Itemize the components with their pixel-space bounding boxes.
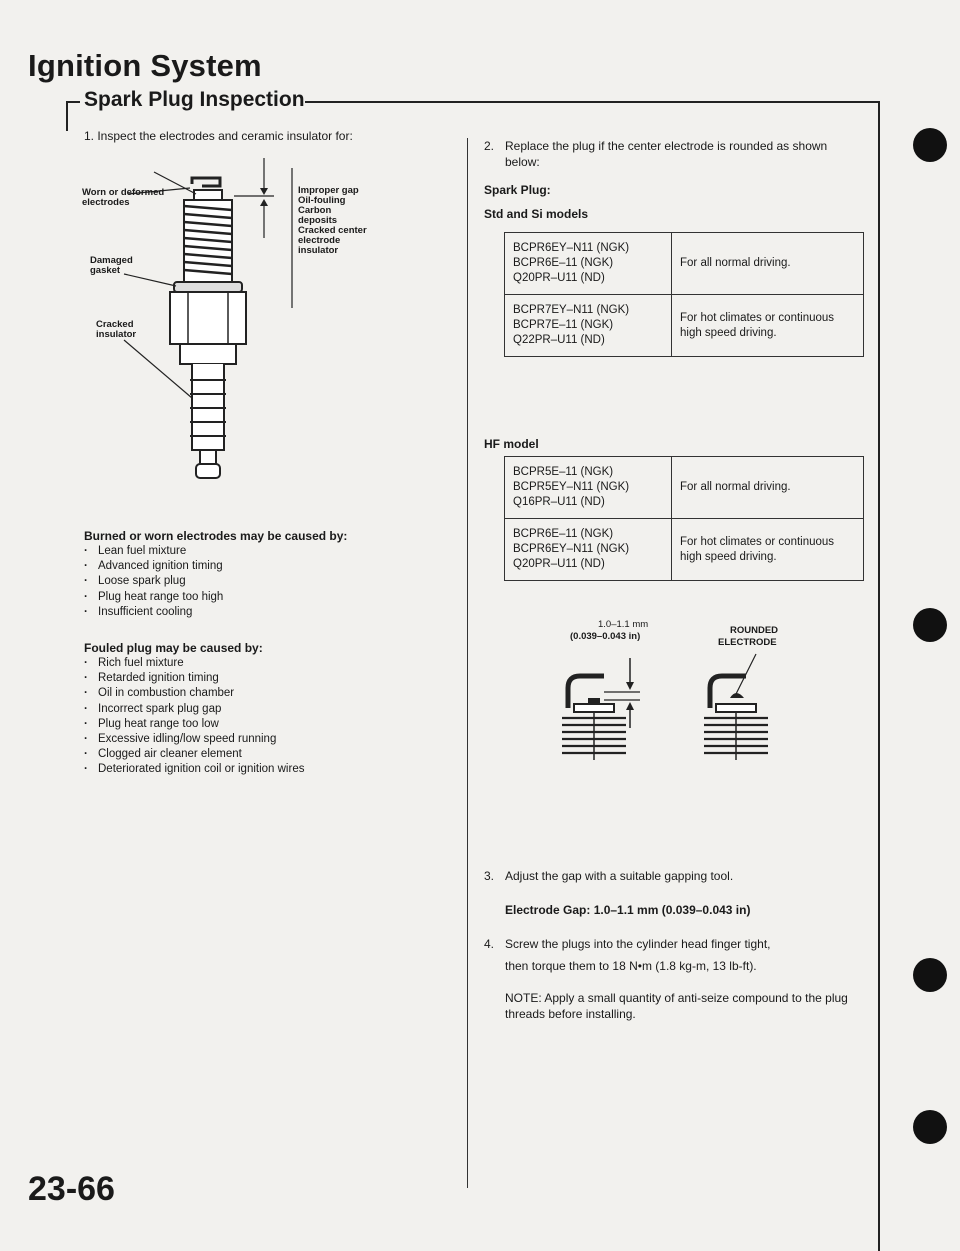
plug-cell [505, 233, 672, 295]
column-divider [467, 138, 468, 1188]
std-models-label: Std and Si models [484, 207, 589, 221]
burned-heading: Burned or worn electrodes may be caused by: [84, 529, 348, 543]
list-item: · Advanced ignition timing [84, 559, 454, 574]
page-title: Ignition System [28, 48, 262, 83]
fouled-causes [84, 640, 454, 778]
list-item: · Lean fuel mixture [84, 544, 454, 559]
frame-right-rule [878, 101, 880, 1251]
plug-code: BCPR5EY–N11 (NGK) [513, 481, 630, 493]
defect-item: Carbon deposits [298, 205, 338, 226]
list-item: · Plug heat range too low [84, 717, 454, 732]
registration-dot-4 [913, 1110, 947, 1144]
fouled-heading: Fouled plug may be caused by: [84, 641, 263, 655]
use-cell: For all normal driving. [672, 457, 864, 519]
hf-model-label: HF model [484, 437, 539, 451]
plug-code: BCPR6E–11 (NGK) [513, 257, 614, 269]
plug-code: BCPR6EY–N11 (NGK) [513, 543, 630, 555]
plug-code: BCPR6E–11 (NGK) [513, 528, 614, 540]
plug-cell [505, 295, 672, 357]
list-item: · Oil in combustion chamber [84, 686, 454, 701]
list-item: · Loose spark plug [84, 574, 454, 589]
spark-plug-label: Spark Plug: [484, 183, 551, 197]
plug-code: BCPR7EY–N11 (NGK) [513, 304, 630, 316]
defect-item: Cracked center electrode insulator [298, 225, 367, 256]
gap-drawing [560, 648, 790, 768]
anti-seize-note: NOTE: Apply a small quantity of anti-seize compound to the plug threads before installing. [505, 991, 848, 1021]
section-rule-right [305, 101, 880, 103]
step-3-text: Adjust the gap with a suitable gapping tool. [505, 869, 734, 883]
electrode-gap-spec: Electrode Gap: 1.0–1.1 mm (0.039–0.043 in) [505, 903, 751, 917]
list-item: · Deteriorated ignition coil or ignition wires [84, 762, 454, 777]
std-plug-table [504, 232, 864, 357]
step-4-text-a: Screw the plugs into the cylinder head finger tight, [505, 937, 771, 951]
gap-mm-label: 1.0–1.1 mm [598, 619, 649, 630]
table-row [505, 457, 864, 519]
step-4-text-b: then torque them to 18 N•m (1.8 kg-m, 13 lb-ft). [505, 959, 757, 973]
list-item: · Plug heat range too high [84, 590, 454, 605]
list-item: · Insufficient cooling [84, 605, 454, 620]
registration-dot-1 [913, 128, 947, 162]
use-cell: For hot climates or continuous high speed driving. [672, 519, 864, 581]
plug-code: BCPR6EY–N11 (NGK) [513, 242, 630, 254]
step-2-text: Replace the plug if the center electrode is rounded as shown below: [505, 139, 828, 169]
label-damaged-gasket: Damaged gasket [90, 255, 133, 276]
list-item: · Incorrect spark plug gap [84, 702, 454, 717]
list-item: · Retarded ignition timing [84, 671, 454, 686]
label-cracked-insulator: Cracked insulator [96, 319, 137, 340]
table-row [505, 519, 864, 581]
plug-code: Q22PR–U11 (ND) [513, 334, 605, 346]
plug-cell [505, 457, 672, 519]
figure-defect-list [298, 186, 368, 256]
plug-code: BCPR5E–11 (NGK) [513, 466, 614, 478]
table-row [505, 233, 864, 295]
rounded-label: ROUNDED [730, 625, 779, 636]
use-cell: For hot climates or continuous high speed driving. [672, 295, 864, 357]
defect-item: Oil-fouling [298, 195, 346, 206]
list-item: · Clogged air cleaner element [84, 747, 454, 762]
table-row [505, 295, 864, 357]
use-cell: For all normal driving. [672, 233, 864, 295]
list-item: · Excessive idling/low speed running [84, 732, 454, 747]
plug-code: Q16PR–U11 (ND) [513, 496, 605, 508]
section-title: Spark Plug Inspection [84, 88, 305, 111]
plug-code: Q20PR–U11 (ND) [513, 558, 605, 570]
gap-in-label: (0.039–0.043 in) [570, 631, 641, 642]
list-item: · Rich fuel mixture [84, 656, 454, 671]
registration-dot-3 [913, 958, 947, 992]
step-1-text: 1. Inspect the electrodes and ceramic insulator for: [84, 129, 353, 143]
frame-left-tick [66, 101, 68, 131]
plug-cell [505, 519, 672, 581]
gap-figure [560, 648, 790, 768]
registration-dot-2 [913, 608, 947, 642]
defect-item: Improper gap [298, 185, 359, 196]
section-rule-left [66, 101, 80, 103]
burned-causes [84, 528, 454, 620]
plug-code: Q20PR–U11 (ND) [513, 272, 605, 284]
electrode-label: ELECTRODE [718, 637, 777, 648]
step-2-number: 2. [484, 139, 495, 153]
page-number: 23-66 [28, 1170, 115, 1208]
step-4-number: 4. [484, 937, 495, 951]
label-worn-electrodes: Worn or deformed electrodes [82, 187, 165, 208]
hf-plug-table [504, 456, 864, 581]
step-3-number: 3. [484, 869, 495, 883]
plug-code: BCPR7E–11 (NGK) [513, 319, 614, 331]
